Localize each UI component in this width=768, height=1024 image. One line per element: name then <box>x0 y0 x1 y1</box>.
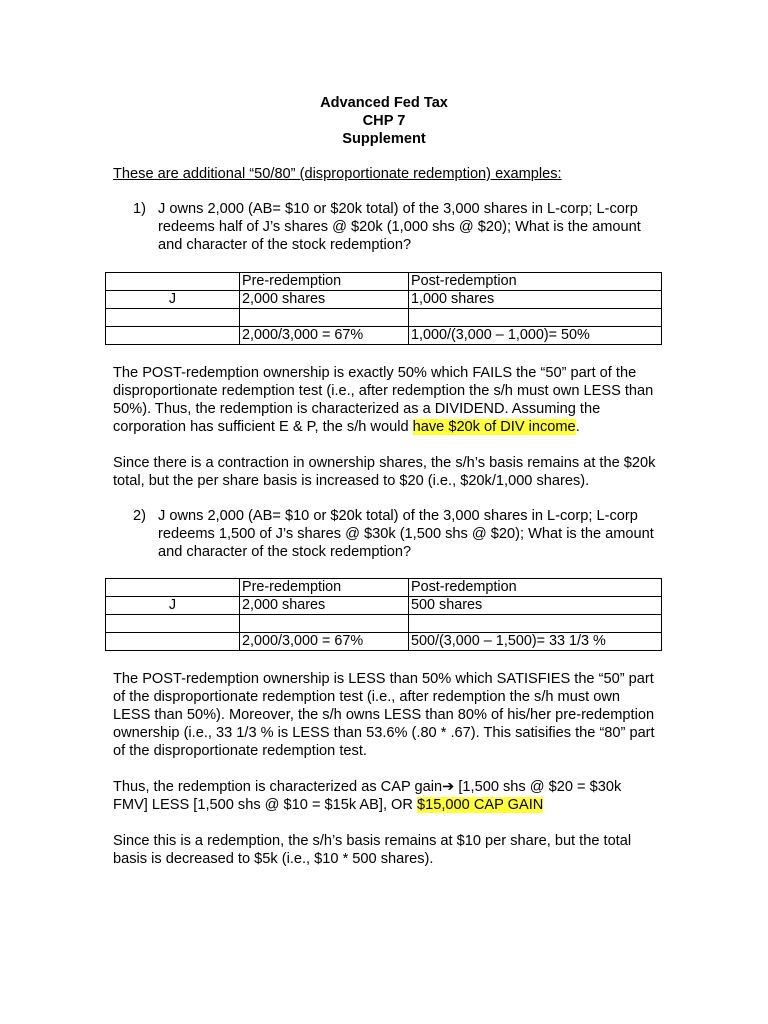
table-cell: 500/(3,000 – 1,500)= 33 1/3 % <box>409 633 662 651</box>
document-title: Advanced Fed Tax <box>320 95 448 111</box>
table-cell <box>106 633 240 651</box>
table-header-post: Post-redemption <box>409 579 662 597</box>
question-2-text: J owns 2,000 (AB= $10 or $20k total) of the 3,000 shares in L-corp; L-corp redeems 1,500 of J’s shares @ $30k (1,500 shs @ $20); What is the amount and character of the stock redemption? <box>158 508 654 560</box>
table-row <box>106 273 662 291</box>
table-row <box>106 579 662 597</box>
paragraph-1 <box>113 364 658 436</box>
table-cell <box>106 615 240 633</box>
table-cell-shareholder: J <box>106 291 240 309</box>
arrow-icon: ➔ <box>442 779 455 795</box>
table-cell <box>106 309 240 327</box>
table-cell: 500 shares <box>409 597 662 615</box>
paragraph-1-end: . <box>575 419 580 435</box>
table-cell-shareholder: J <box>106 597 240 615</box>
table-cell: 1,000/(3,000 – 1,000)= 50% <box>409 327 662 345</box>
highlighted-text-cap-gain: $15,000 CAP GAIN <box>417 797 544 813</box>
document-subtitle: Supplement <box>342 131 426 147</box>
table-cell: 1,000 shares <box>409 291 662 309</box>
question-1-text: J owns 2,000 (AB= $10 or $20k total) of the 3,000 shares in L-corp; L-corp redeems half of J’s shares @ $20k (1,000 shs @ $20); What is the amount and character of the stock redemption? <box>158 201 641 253</box>
table-row <box>106 327 662 345</box>
table-cell: 2,000 shares <box>240 597 409 615</box>
paragraph-2: Since there is a contraction in ownership shares, the s/h’s basis remains at the $20k total, but the per share basis is increased to $20 (i.e., $20k/1,000 shares). <box>113 455 656 489</box>
paragraph-3: The POST-redemption ownership is LESS than 50% which SATISFIES the “50” part of the disproportionate redemption test (i.e., after redemption the s/h must own LESS than 50%). Moreover, the s/h owns LESS than 80% of his/her pre-redemption ownership (i.e., 33 1/3 % is LESS than 53.6% (.80 * .67). This satisifies the “80” part of the disproportionate redemption test. <box>113 671 655 759</box>
table-header-pre: Pre-redemption <box>240 579 409 597</box>
question-2-number: 2) <box>133 508 146 524</box>
table-cell: 2,000/3,000 = 67% <box>240 327 409 345</box>
table-row <box>106 633 662 651</box>
table-cell <box>240 615 409 633</box>
paragraph-4 <box>113 778 658 814</box>
paragraph-1-text: The POST-redemption ownership is exactly 50% which FAILS the “50” part of the disproportionate redemption test (i.e., after redemption the s/h must own LESS than 50%). Thus, the redemption is characterized as a DIVIDEND. Assuming the corporation has sufficient E & P, the s/h would <box>113 365 654 435</box>
table-cell: 2,000/3,000 = 67% <box>240 633 409 651</box>
paragraph-4-text-b: [1,500 shs @ $20 = $30k FMV] LESS [1,500 shs @ $10 = $15k AB], OR <box>113 779 622 813</box>
table-cell <box>409 309 662 327</box>
table-row <box>106 291 662 309</box>
table-header-post: Post-redemption <box>409 273 662 291</box>
table-header-pre: Pre-redemption <box>240 273 409 291</box>
table-cell <box>106 579 240 597</box>
chapter-label: CHP 7 <box>362 113 406 129</box>
table-cell <box>106 327 240 345</box>
paragraph-4-text-a: Thus, the redemption is characterized as CAP gain <box>113 779 443 795</box>
highlighted-text-div-income: have $20k of DIV income <box>412 419 576 435</box>
table-cell: 2,000 shares <box>240 291 409 309</box>
table-cell <box>106 273 240 291</box>
table-cell <box>409 615 662 633</box>
question-1-number: 1) <box>133 201 146 217</box>
table-row <box>106 309 662 327</box>
redemption-table-2 <box>105 578 662 651</box>
intro-text: These are additional “50/80” (disproportionate redemption) examples: <box>113 166 562 182</box>
redemption-table-1 <box>105 272 662 345</box>
table-row <box>106 615 662 633</box>
table-cell <box>240 309 409 327</box>
table-row <box>106 597 662 615</box>
paragraph-5: Since this is a redemption, the s/h’s basis remains at $10 per share, but the total basis is decreased to $5k (i.e., $10 * 500 shares). <box>113 833 632 867</box>
